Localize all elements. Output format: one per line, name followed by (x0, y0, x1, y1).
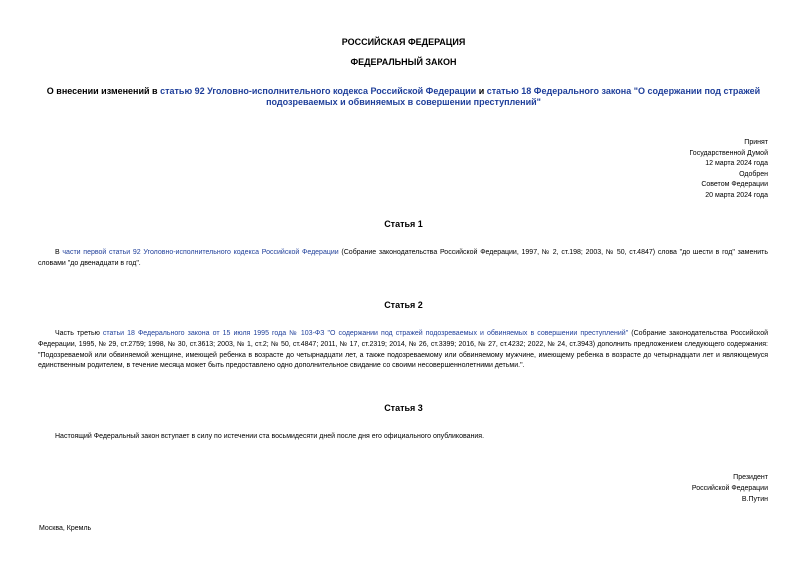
approved-date: 20 марта 2024 года (705, 191, 768, 199)
signing-place: Москва, Кремль (39, 525, 92, 532)
title-link-criminal-code[interactable]: статью 92 Уголовно-исполнительного кодекса Российской Федерации (160, 86, 477, 96)
article-1-post: (Собрание законодательства Российской Федерации, 1997, № 2, ст.198; 2003, № 50, ст.4847) слова "до шести в год" заменить словами "до двенадцати в год". (38, 249, 769, 267)
adopted-label: Принят (744, 139, 768, 146)
article-2-post: (Собрание законодательства Российской Федерации, 1995, № 29, ст.2759; 1998, № 30, ст.3613; 2003, № 1, ст.2; № 50, ст.4847; 2011, № 17, ст.2319; 2014, № 26, ст.3399; 2016, № 27, ст.4232; 2022, № 24, ст.3943) дополнить предложением следующего содержания: "Подозреваемой или обвиняемой женщине, имеющей ребенка в возрасте до четырнадцати лет, а также подозреваемому или обвиняемому мужчине, имеющему ребенка в возрасте до четырнадцати лет и являющемуся единственным родителем, в течение месяца может быть предоставлено одно дополнительное свидание со своими несовершеннолетними детьми.". (38, 330, 768, 370)
document-type-heading: ФЕДЕРАЛЬНЫЙ ЗАКОН (350, 57, 457, 67)
article-2-text (38, 329, 768, 372)
adoption-block (689, 138, 768, 202)
adopted-date: 12 марта 2024 года (705, 160, 768, 168)
title-text-2: и (476, 86, 487, 96)
title-text-1: О внесении изменений в (46, 86, 161, 96)
country-heading: РОССИЙСКАЯ ФЕДЕРАЦИЯ (341, 37, 466, 47)
adopted-by: Государственной Думой (689, 149, 768, 157)
signature-country: Российской Федерации (691, 484, 768, 492)
law-title (40, 86, 767, 108)
article-1-text (38, 248, 768, 270)
article-2-pre: Часть третью (55, 330, 103, 337)
article-1-heading: Статья 1 (384, 219, 423, 229)
article-2-heading: Статья 2 (384, 300, 423, 310)
signature-block (692, 473, 768, 505)
approved-label: Одобрен (739, 170, 768, 178)
title-link-federal-law[interactable]: статью 18 Федерального закона "О содержании под стражей подозреваемых и обвиняемых в совершении преступлений" (266, 86, 761, 107)
signature-title: Президент (733, 474, 768, 481)
approved-by: Советом Федерации (701, 181, 768, 189)
article-1-pre: В (55, 249, 63, 256)
signature-name: В.Путин (741, 495, 768, 503)
article-3-heading: Статья 3 (384, 403, 423, 413)
article-1-link[interactable]: части первой статьи 92 Уголовно-исполнительного кодекса Российской Федерации (62, 249, 339, 256)
article-2-link[interactable]: статьи 18 Федерального закона от 15 июля 1995 года № 103-ФЗ "О содержании под стражей подозреваемых и обвиняемых в совершении преступлений" (102, 330, 629, 337)
article-3-text: Настоящий Федеральный закон вступает в силу по истечении ста восьмидесяти дней после дня его официального опубликования. (55, 433, 485, 440)
